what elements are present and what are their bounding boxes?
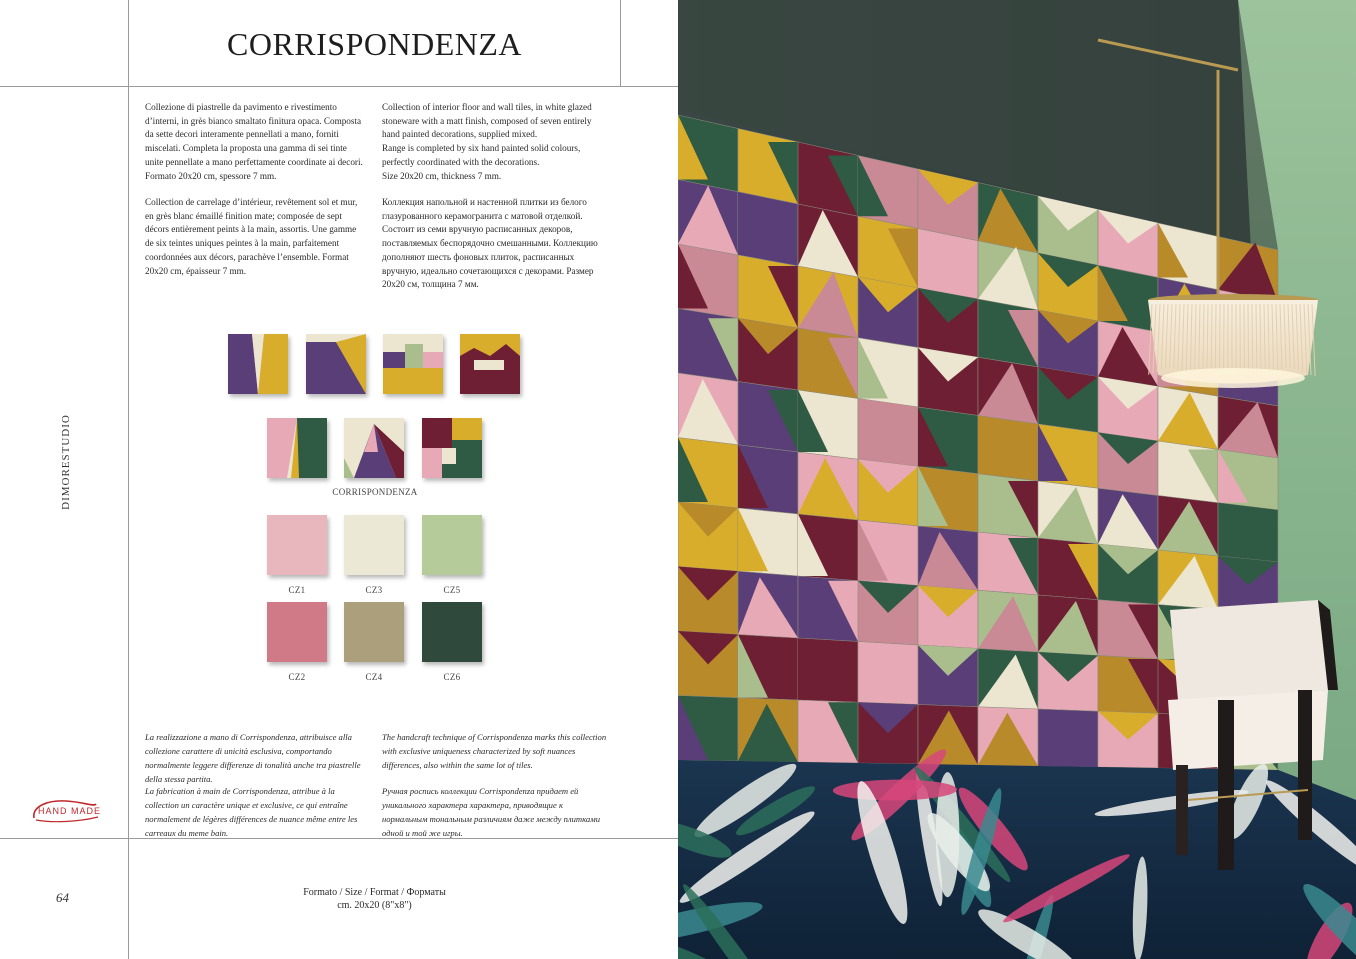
brand-side-label: DIMORESTUDIO xyxy=(60,414,72,510)
decor-tile-1 xyxy=(228,334,288,394)
decor-caption: CORRISPONDENZA xyxy=(332,487,418,497)
description-english xyxy=(382,101,604,183)
note-english-text: The handcraft technique of Corrispondenza marks this collection with exclusive uniqueness characterized by soft nuances differences, also within the same lot of tiles. xyxy=(382,732,607,770)
decor-tile-6 xyxy=(344,418,404,478)
solid-tile-cz6-code: CZ6 xyxy=(443,672,461,682)
format-value: cm. 20x20 (8"x8") xyxy=(337,900,412,911)
description-italian xyxy=(145,101,365,183)
solid-tile-cz3-fill xyxy=(344,515,404,575)
format-label: Formato / Size / Format / Форматы xyxy=(303,887,446,898)
solid-tile-cz5-code: CZ5 xyxy=(443,585,461,595)
description-english-line-2: Range is completed by six hand painted solid colours, perfectly coordinated with the decorations. xyxy=(382,143,581,167)
decor-tile-7 xyxy=(422,418,482,478)
interior-photo-illustration xyxy=(678,0,1356,959)
solid-tile-cz6 xyxy=(422,602,482,662)
solid-tile-cz3 xyxy=(344,515,404,575)
solid-tile-cz3-code: CZ3 xyxy=(365,585,383,595)
decor-tile-4 xyxy=(460,334,520,394)
decor-tile-3 xyxy=(383,334,443,394)
description-russian xyxy=(382,196,604,292)
page-number: 64 xyxy=(56,890,69,905)
solid-tile-cz1-code: CZ1 xyxy=(288,585,306,595)
fringe-strand xyxy=(1248,304,1249,374)
page-title: CORRISPONDENZA xyxy=(226,26,523,62)
column-rule-left xyxy=(128,0,129,959)
fringe-strand xyxy=(1215,304,1216,372)
solid-tile-cz2-fill xyxy=(267,602,327,662)
solid-tile-cz4-code: CZ4 xyxy=(365,672,383,682)
description-italian-text: Collezione di piastrelle da pavimento e rivestimento d’interni, in grès bianco smaltato finitura opaca. Composta da sette decori interamente pennellati a mano, forniti miscelati. Completa la proposta una gamma di sei tinte unite pennellate a mano perfettamente coordinate ai decori. Formato 20x20 cm, spessore 7 mm. xyxy=(145,102,363,181)
format-info xyxy=(129,886,620,912)
solid-tile-cz2 xyxy=(267,602,327,662)
solid-tile-cz4 xyxy=(344,602,404,662)
note-french xyxy=(145,784,370,840)
note-russian xyxy=(382,784,607,840)
lamp-glow xyxy=(1161,368,1305,388)
hand-made-logo xyxy=(30,796,102,824)
note-english xyxy=(382,730,607,772)
solid-tile-cz4-fill xyxy=(344,602,404,662)
note-italian xyxy=(145,730,370,786)
solid-tile-cz1-fill xyxy=(267,515,327,575)
note-italian-text: La realizzazione a mano di Corrispondenza, attribuisce alla collezione carattere di unicità esclusiva, comportando normalmente leggere differenze di tonalità anche tra piastrelle della stessa partita. xyxy=(145,732,361,784)
fringe-strand xyxy=(1219,304,1220,370)
decor-tile-2 xyxy=(306,334,366,394)
interior-photo xyxy=(678,0,1356,959)
solid-tile-cz6-fill xyxy=(422,602,482,662)
solid-tile-cz5 xyxy=(422,515,482,575)
description-russian-text: Коллекция напольной и настенной плитки из белого глазурованного керамогранита с матовой отделкой. Состоит из семи вручную расписанных декоров, поставляемых беспорядочно смешанными. Коллекцию дополняют шесть фоновых плиток, расписанных вручную, идеально сочетающихся с декорами. Размер 20x20 см, толщина 7 мм. xyxy=(382,197,598,290)
header-rule xyxy=(0,86,678,87)
description-french xyxy=(145,196,365,278)
decor-tile-5 xyxy=(267,418,327,478)
description-french-text: Collection de carrelage d’intérieur, revêtement sol et mur, en grès blanc émaillé finition mate; composée de sept décors entièrement peints à la main, assortis. Une gamme de six teintes uniques peintes à la main, parfaitement coordonnées aux décors, parachève l’ensemble. Format 20x20 cm, épaisseur 7 mm. xyxy=(145,197,358,276)
description-english-line-1: Collection of interior floor and wall tiles, in white glazed stoneware with a matt finish, composed of seven entirely hand painted decorations, supplied mixed. xyxy=(382,102,592,140)
solid-tile-cz1 xyxy=(267,515,327,575)
description-english-line-3: Size 20x20 cm, thickness 7 mm. xyxy=(382,170,502,181)
note-french-text: La fabrication à main de Corrispondenza, attribue à la collection un caractère unique et exclusive, ce qui entraîne normalement de légères différences de nuance même entre les carreaux du meme bain. xyxy=(145,786,358,838)
note-russian-text: Ручная роспись коллекции Corrispondenza придает ей уникального характера характера, приводящие к нормальным тональным различиям даже между плитками одной и той же игры. xyxy=(382,786,601,838)
solid-tile-cz2-code: CZ2 xyxy=(288,672,306,682)
column-rule-right xyxy=(620,0,621,86)
solid-tile-cz5-fill xyxy=(422,515,482,575)
hand-made-text: HAND MADE xyxy=(38,806,102,816)
